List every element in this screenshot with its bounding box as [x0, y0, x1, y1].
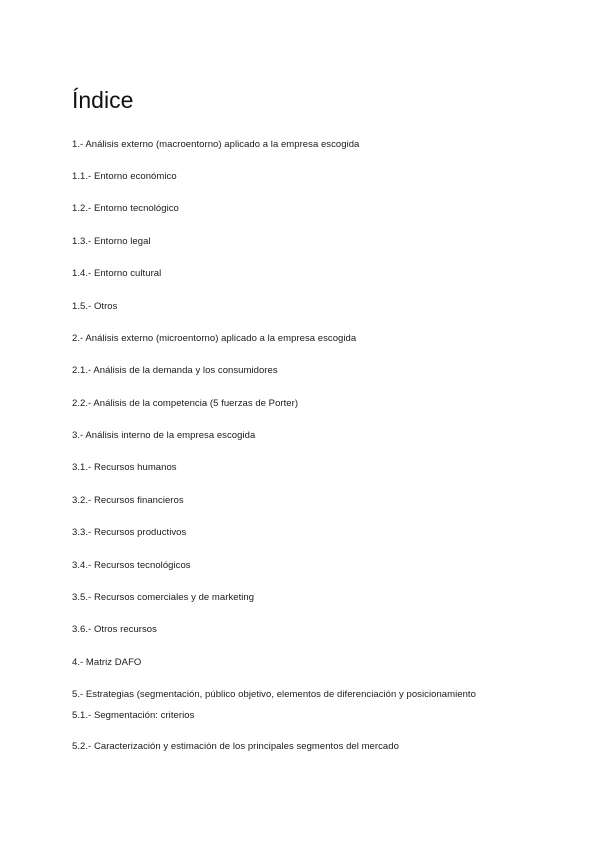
- toc-entry-3-4: 3.4.- Recursos tecnológicos: [72, 560, 191, 571]
- toc-entry-2-2: 2.2.- Análisis de la competencia (5 fuerzas de Porter): [72, 398, 299, 409]
- toc-entry-2: 2.- Análisis externo (microentorno) aplicado a la empresa escogida: [72, 333, 357, 344]
- toc-entry-3-2: 3.2.- Recursos financieros: [72, 495, 184, 506]
- page-title: Índice: [72, 87, 134, 113]
- toc-entry-2-1: 2.1.- Análisis de la demanda y los consumidores: [72, 365, 278, 376]
- toc-entry-1-3: 1.3.- Entorno legal: [72, 236, 151, 247]
- toc-entry-5: 5.- Estrategias (segmentación, público objetivo, elementos de diferenciación y posicionamiento: [72, 689, 476, 700]
- toc-entry-1-2: 1.2.- Entorno tecnológico: [72, 203, 179, 214]
- toc-entry-3-6: 3.6.- Otros recursos: [72, 624, 157, 635]
- toc-entry-1: 1.- Análisis externo (macroentorno) aplicado a la empresa escogida: [72, 139, 360, 150]
- toc-entry-3: 3.- Análisis interno de la empresa escogida: [72, 430, 256, 441]
- toc-entry-3-3: 3.3.- Recursos productivos: [72, 527, 187, 538]
- toc-entry-5-1: 5.1.- Segmentación: criterios: [72, 710, 195, 721]
- toc-entry-3-5: 3.5.- Recursos comerciales y de marketing: [72, 592, 255, 603]
- toc-entry-3-1: 3.1.- Recursos humanos: [72, 462, 177, 473]
- toc-entry-1-1: 1.1.- Entorno económico: [72, 171, 177, 182]
- toc-entry-1-4: 1.4.- Entorno cultural: [72, 268, 162, 279]
- toc-entry-5-2: 5.2.- Caracterización y estimación de los principales segmentos del mercado: [72, 741, 399, 752]
- toc-entry-4: 4.- Matriz DAFO: [72, 657, 142, 668]
- toc-entry-1-5: 1.5.- Otros: [72, 301, 118, 312]
